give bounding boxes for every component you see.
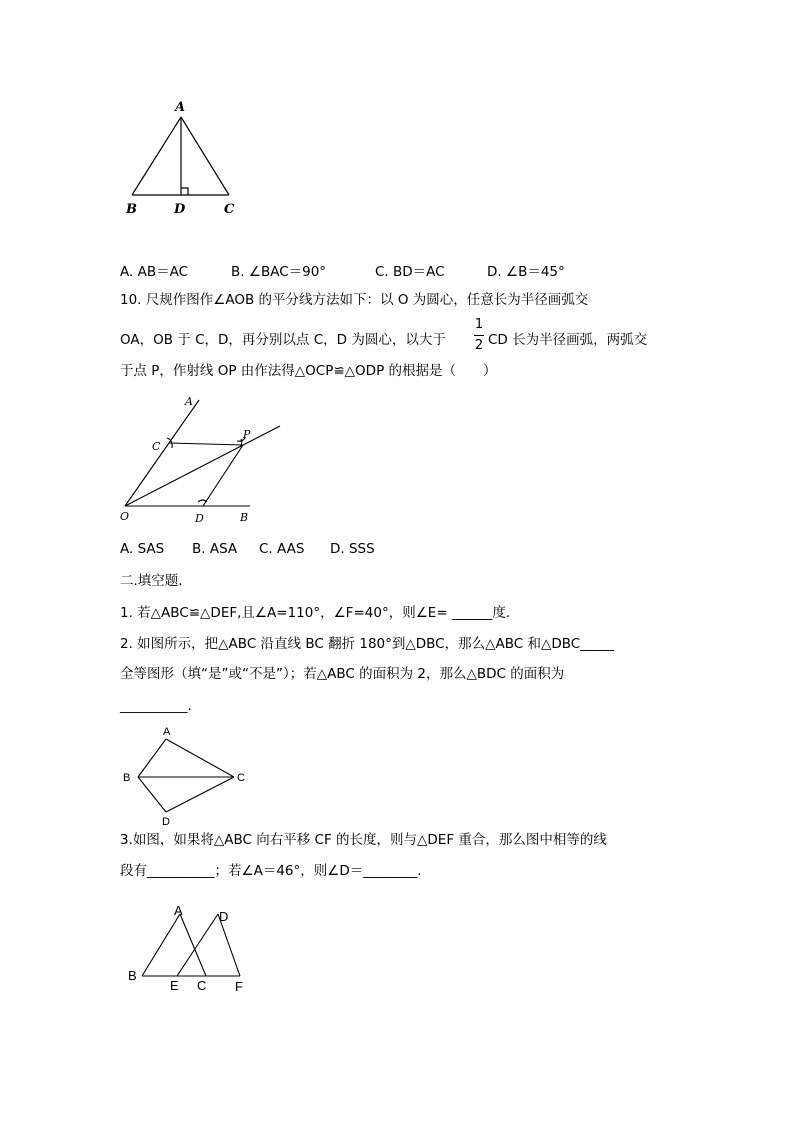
q10-option-b: B. ASA xyxy=(192,541,238,557)
side-bd xyxy=(138,777,166,812)
label-c: C xyxy=(237,772,245,784)
fill-question-3-line2: 段有__________；若∠A＝46°，则∠D＝________. xyxy=(120,863,422,879)
side-ac xyxy=(166,739,234,777)
q10-option-a: A. SAS xyxy=(120,541,165,557)
label-c: C xyxy=(152,440,161,453)
q9-option-c: C. BD＝AC xyxy=(375,264,445,280)
label-o: O xyxy=(120,510,130,523)
segment-cp xyxy=(169,443,243,445)
section-title: 二.填空题. xyxy=(120,573,183,589)
side-ab xyxy=(132,117,181,195)
side-ab xyxy=(142,914,180,976)
q10-line3: 于点 P，作射线 OP 由作法得△OCP≌△ODP 的根据是（ ） xyxy=(120,363,497,379)
label-d: D xyxy=(174,202,186,217)
q10-line1: 10. 尺规作图作∠AOB 的平分线方法如下：以 O 为圆心，任意长为半径画弧交 xyxy=(120,292,589,308)
label-d: D xyxy=(162,816,170,828)
fill-question-3-line1: 3.如图，如果将△ABC 向右平移 CF 的长度，则与△DEF 重合，那么图中相等的线 xyxy=(120,832,607,848)
label-p: P xyxy=(243,428,251,441)
q9-option-a: A. AB＝AC xyxy=(120,264,189,280)
label-b: B xyxy=(126,202,137,217)
figure-angle-bisector xyxy=(115,392,290,527)
side-dc xyxy=(166,777,234,812)
figure-triangle-abc-altitude xyxy=(120,95,250,220)
figure-folded-triangles xyxy=(118,723,253,828)
fraction-denominator: 2 xyxy=(474,338,484,353)
fill-question-1: 1. 若△ABC≌△DEF,且∠A=110°，∠F=40°，则∠E= ______度. xyxy=(120,605,511,621)
label-d: D xyxy=(195,512,204,525)
fill-question-2-line2: 全等图形（填“是”或“不是”）；若△ABC 的面积为 2，那么△BDC 的面积为 xyxy=(120,666,565,682)
fraction-numerator: 1 xyxy=(474,317,484,332)
label-a: A xyxy=(185,395,193,408)
side-ac xyxy=(181,117,229,195)
q10-option-d: D. SSS xyxy=(330,541,375,557)
label-b: B xyxy=(123,772,131,784)
q10-fraction xyxy=(472,317,486,357)
ray-op xyxy=(125,426,280,506)
label-c: C xyxy=(197,978,207,993)
q10-line2b: CD 长为半径画弧，两弧交 xyxy=(488,332,648,348)
side-ab xyxy=(138,739,166,777)
label-a: A xyxy=(163,726,171,738)
fill-question-2-line3: __________. xyxy=(120,698,192,714)
label-f: F xyxy=(235,979,243,994)
fraction-bar xyxy=(474,335,484,336)
q9-option-d: D. ∠B＝45° xyxy=(487,264,565,280)
q10-line2a: OA，OB 于 C，D，再分别以点 C，D 为圆心，以大于 xyxy=(120,332,446,348)
segment-dp xyxy=(203,445,243,506)
label-b: B xyxy=(240,511,249,524)
q9-option-b: B. ∠BAC＝90° xyxy=(231,264,327,280)
side-de xyxy=(177,914,218,976)
label-e: E xyxy=(170,978,179,993)
side-ac xyxy=(180,914,206,976)
figure-translated-triangles xyxy=(124,898,259,998)
label-a: A xyxy=(175,100,186,115)
ray-oa xyxy=(125,400,199,506)
q10-option-c: C. AAS xyxy=(259,541,305,557)
label-d: D xyxy=(219,909,229,924)
label-a: A xyxy=(174,903,183,918)
label-b: B xyxy=(128,968,137,983)
fill-question-2-line1: 2. 如图所示，把△ABC 沿直线 BC 翻折 180°到△DBC，那么△ABC 和△DBC_____ xyxy=(120,636,614,652)
label-c: C xyxy=(224,202,235,217)
right-angle-mark xyxy=(181,188,188,195)
